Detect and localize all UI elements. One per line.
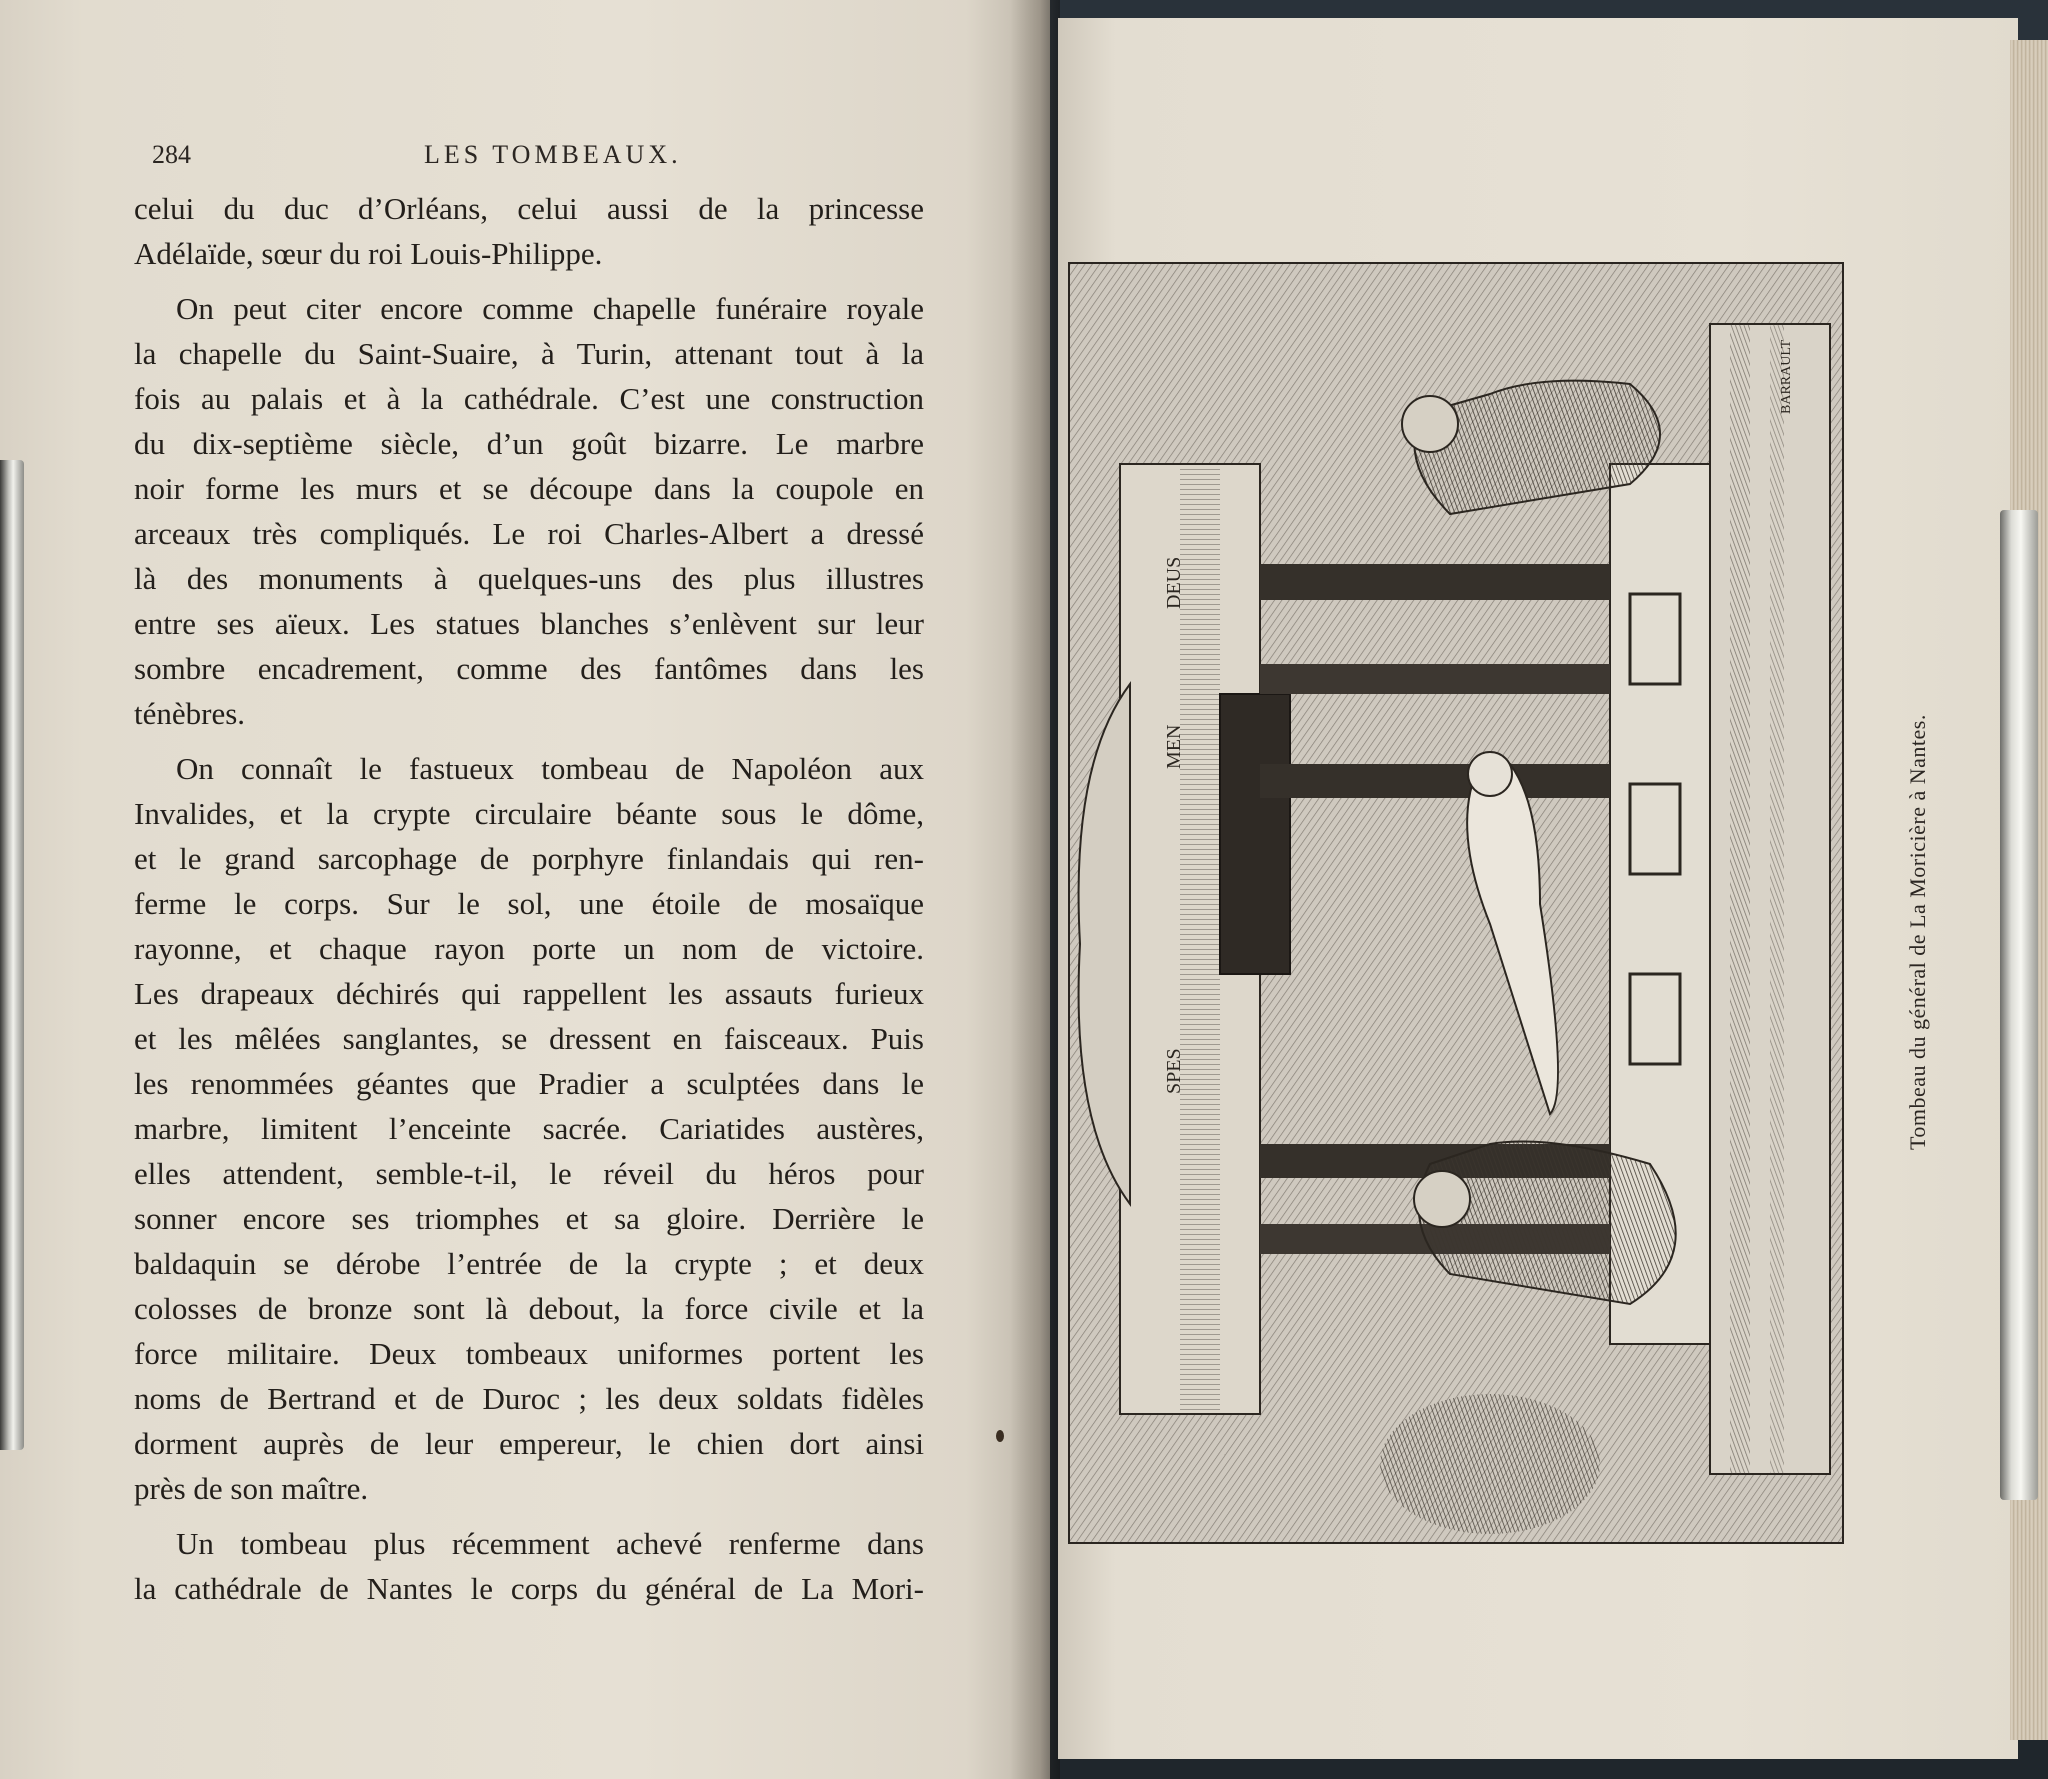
text-line: elles attendent, semble-t-il, le réveil du héros pour <box>134 1156 924 1191</box>
text-line: noir forme les murs et se découpe dans la coupole en <box>134 471 924 506</box>
text-line: Invalides, et la crypte circulaire béante sous le dôme, <box>134 796 924 831</box>
frieze-word-deus: DEUS <box>1163 556 1185 609</box>
text-line: entre ses aïeux. Les statues blanches s’enlèvent sur leur <box>134 606 924 641</box>
text-line: la chapelle du Saint-Suaire, à Turin, attenant tout à la <box>134 336 924 371</box>
page-clip-right <box>2000 510 2038 1500</box>
text-line: sombre encadrement, comme des fantômes dans les <box>134 651 924 686</box>
text-line: fois au palais et à la cathédrale. C’est une construction <box>134 381 924 416</box>
text-line: les renommées géantes que Pradier a sculptées dans le <box>134 1066 924 1101</box>
text-line: baldaquin se dérobe l’entrée de la crypte ; et deux <box>134 1246 924 1281</box>
text-line: là des monuments à quelques-uns des plus illustres <box>134 561 924 596</box>
column <box>1260 564 1610 600</box>
text-line: ferme le corps. Sur le sol, une étoile de mosaïque <box>134 886 924 921</box>
page-clip-left <box>0 460 24 1450</box>
running-head <box>152 140 920 180</box>
text-line: celui du duc d’Orléans, celui aussi de la princesse <box>134 191 924 226</box>
text-line: On connaît le fastueux tombeau de Napoléon aux <box>176 751 924 786</box>
text-line: dorment auprès de leur empereur, le chien dort ainsi <box>134 1426 924 1461</box>
gutter-shadow <box>1010 0 1060 1779</box>
text-line: arceaux très compliqués. Le roi Charles-Albert a dressé <box>134 516 924 551</box>
frieze-word-spes: SPES <box>1163 1048 1185 1094</box>
text-line: force militaire. Deux tombeaux uniformes portent les <box>134 1336 924 1371</box>
page-number: 284 <box>152 140 191 169</box>
text-line: Adélaïde, sœur du roi Louis-Philippe. <box>134 236 603 271</box>
illustration-caption: Tombeau du général de La Moricière à Nantes. <box>1905 714 1930 1150</box>
text-line: noms de Bertrand et de Duroc ; les deux soldats fidèles <box>134 1381 924 1416</box>
text-line: sonner encore ses triomphes et sa gloire. Derrière le <box>134 1201 924 1236</box>
text-line: marbre, limitent l’enceinte sacrée. Cariatides austères, <box>134 1111 924 1146</box>
engraver-signature: BARRAULT <box>1779 339 1794 414</box>
text-line: et les mêlées sanglantes, se dressent en faisceaux. Puis <box>134 1021 924 1056</box>
text-line: colosses de bronze sont là debout, la force civile et la <box>134 1291 924 1326</box>
text-line: la cathédrale de Nantes le corps du général de La Mori- <box>134 1571 924 1606</box>
tomb-engraving <box>1070 264 1842 1542</box>
engraving-plate <box>1068 262 1844 1544</box>
inscription-plaque <box>1220 694 1290 974</box>
shadow-mass <box>1380 1394 1600 1534</box>
body-text <box>134 186 924 1611</box>
ink-spot <box>996 1430 1004 1442</box>
text-line: rayonne, et chaque rayon porte un nom de victoire. <box>134 931 924 966</box>
column <box>1260 664 1610 694</box>
text-line: du dix-septième siècle, d’un goût bizarre. Le marbre <box>134 426 924 461</box>
text-line: ténèbres. <box>134 696 246 731</box>
text-line: Les drapeaux déchirés qui rappellent les assauts furieux <box>134 976 924 1011</box>
running-head-title: LES TOMBEAUX. <box>424 140 682 169</box>
column <box>1260 764 1610 798</box>
text-line: Un tombeau plus récemment achevé renferme dans <box>176 1526 924 1561</box>
text-line: et le grand sarcophage de porphyre finlandais qui ren- <box>134 841 924 876</box>
text-line: près de son maître. <box>134 1471 369 1506</box>
frieze-word-men: MEN <box>1163 724 1185 769</box>
text-line: On peut citer encore comme chapelle funéraire royale <box>176 291 924 326</box>
